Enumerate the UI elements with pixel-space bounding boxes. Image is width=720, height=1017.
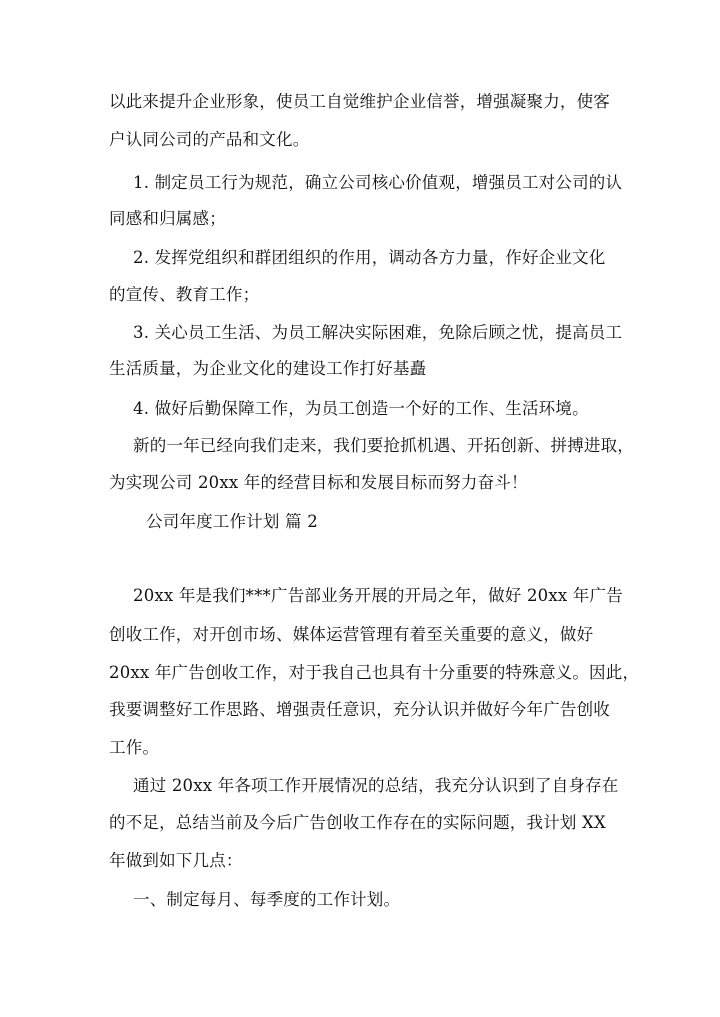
paragraph-2-line-2: 创收工作，对开创市场、媒体运营管理有着至关重要的意义，做好: [109, 625, 594, 644]
body-line-2: 户认同公司的产品和文化。: [109, 130, 310, 149]
section-heading: 公司年度工作计划 篇 2: [146, 512, 318, 531]
list-item-2-line-2: 的宣传、教育工作；: [109, 285, 260, 304]
list-item-1-line-2: 同感和归属感；: [109, 209, 226, 228]
paragraph-2-line-3: 20xx 年广告创收工作，对于我自己也具有十分重要的特殊意义。因此，: [109, 663, 640, 682]
paragraph-2-line-1: 20xx 年是我们***广告部业务开展的开局之年，做好 20xx 年广告: [133, 586, 623, 605]
plan-item-1: 一、制定每月、每季度的工作计划。: [133, 890, 401, 909]
body-line-1: 以此来提升企业形象，使员工自觉维护企业信誉，增强凝聚力，使客: [109, 92, 610, 111]
paragraph-3-line-1: 通过 20xx 年各项工作开展情况的总结，我充分认识到了自身存在: [133, 776, 619, 795]
paragraph-3-line-3: 年做到如下几点：: [109, 851, 243, 870]
list-item-1-line-1: 1. 制定员工行为规范，确立公司核心价值观，增强员工对公司的认: [133, 173, 623, 192]
list-item-2-line-1: 2. 发挥党组织和群团组织的作用，调动各方力量，作好企业文化: [133, 248, 606, 267]
closing-paragraph-line-1: 新的一年已经向我们走来，我们要抢抓机遇、开拓创新、拼搏进取，: [133, 436, 634, 455]
list-item-3-line-2: 生活质量，为企业文化的建设工作打好基矗: [109, 359, 427, 378]
paragraph-2-line-5: 工作。: [109, 738, 160, 757]
closing-paragraph-line-2: 为实现公司 20xx 年的经营目标和发展目标而努力奋斗！: [109, 473, 528, 492]
list-item-3-line-1: 3. 关心员工生活、为员工解决实际困难，免除后顾之忧，提高员工: [133, 323, 623, 342]
paragraph-3-line-2: 的不足，总结当前及今后广告创收工作存在的实际问题，我计划 XX: [109, 813, 606, 832]
list-item-4: 4. 做好后勤保障工作，为员工创造一个好的工作、生活环境。: [133, 399, 589, 418]
paragraph-2-line-4: 我要调整好工作思路、增强责任意识，充分认识并做好今年广告创收: [109, 700, 610, 719]
